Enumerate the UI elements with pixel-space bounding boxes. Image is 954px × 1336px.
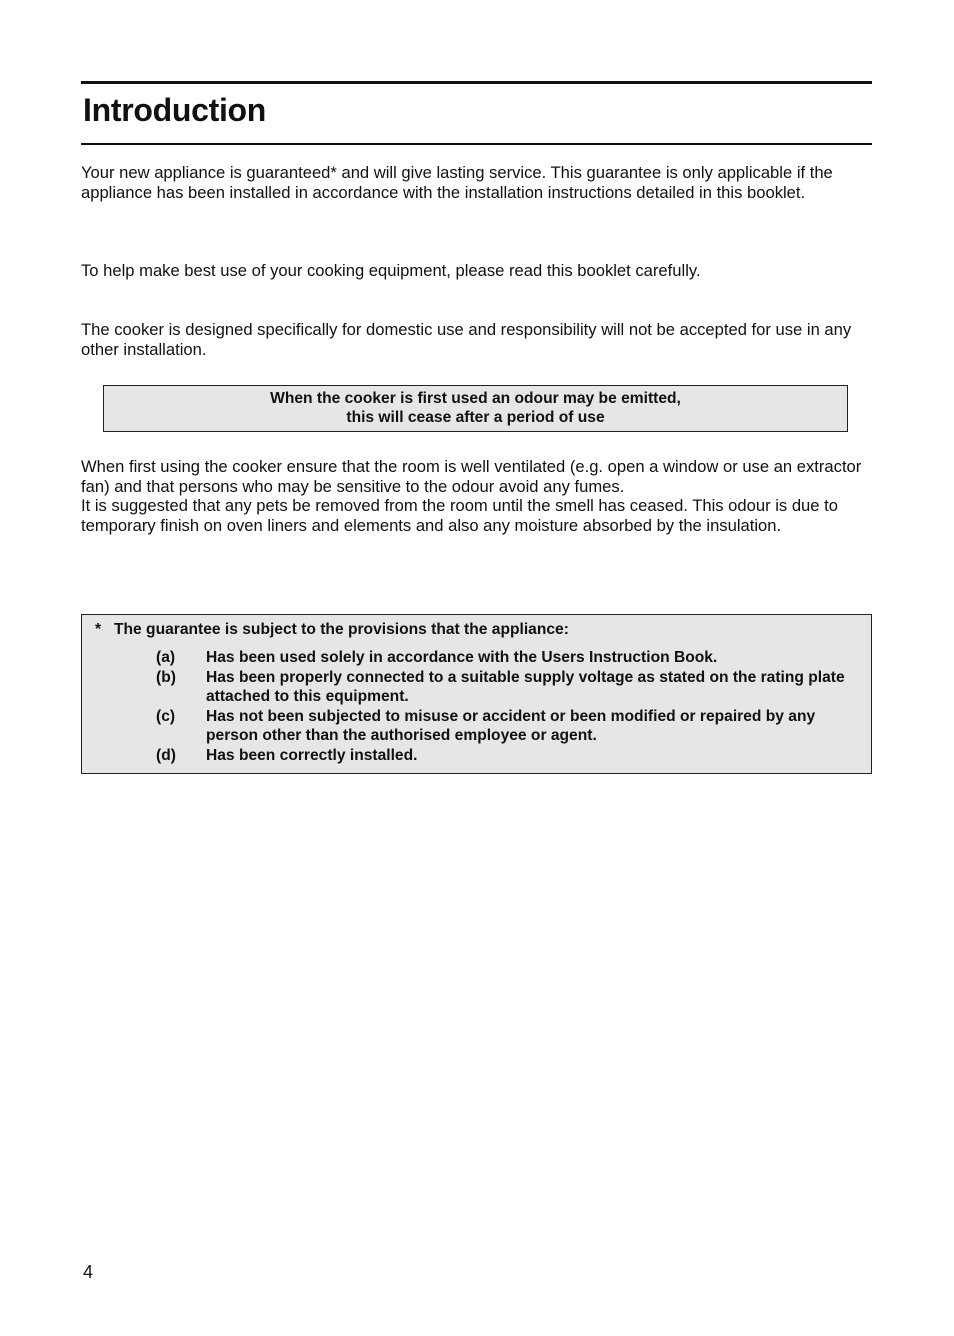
guarantee-conditions-list	[156, 648, 856, 766]
list-item	[156, 668, 856, 707]
title-rule-bottom	[81, 143, 872, 145]
guarantee-heading-text: The guarantee is subject to the provisions that the appliance:	[114, 621, 569, 638]
title-rule-top	[81, 81, 872, 84]
intro-paragraph-read-booklet: To help make best use of your cooking equipment, please read this booklet carefully.	[81, 261, 701, 280]
pets-paragraph: It is suggested that any pets be removed from the room until the smell has ceased. This odour is due to temporary finish on oven liners and elements and also any moisture absorbed by the insulation.	[81, 496, 838, 535]
guarantee-conditions-box	[81, 614, 872, 774]
list-item-text: Has been properly connected to a suitable supply voltage as stated on the rating plate attached to this equipment.	[206, 668, 845, 706]
list-item-key: (c)	[156, 707, 176, 725]
page-number: 4	[83, 1262, 94, 1282]
asterisk-marker: *	[95, 621, 102, 638]
odour-notice-line-2: this will cease after a period of use	[346, 408, 605, 426]
ventilation-section	[81, 457, 876, 535]
list-item-text: Has been correctly installed.	[206, 746, 418, 764]
list-item	[156, 746, 856, 766]
list-item-text: Has not been subjected to misuse or accident or been modified or repaired by any person other than the authorised employee or agent.	[206, 707, 816, 745]
intro-paragraph-guarantee: Your new appliance is guaranteed* and will give lasting service. This guarantee is only applicable if the appliance has been installed in accordance with the installation instructions detailed in this booklet.	[81, 163, 833, 202]
list-item-key: (d)	[156, 746, 176, 764]
list-item-key: (a)	[156, 649, 176, 666]
intro-paragraph-domestic-use: The cooker is designed specifically for domestic use and responsibility will not be accepted for use in any other installation.	[81, 320, 852, 359]
list-item-text: Has been used solely in accordance with the Users Instruction Book.	[206, 649, 718, 666]
list-item	[156, 648, 856, 668]
guarantee-heading	[95, 620, 569, 640]
list-item-key: (b)	[156, 668, 176, 686]
list-item	[156, 707, 856, 746]
odour-notice-line-1: When the cooker is first used an odour may be emitted,	[270, 390, 681, 407]
odour-notice-box	[103, 385, 848, 432]
ventilation-paragraph: When first using the cooker ensure that the room is well ventilated (e.g. open a window or use an extractor fan) and that persons who may be sensitive to the odour avoid any fumes.	[81, 457, 862, 496]
page-title: Introduction	[83, 92, 267, 128]
